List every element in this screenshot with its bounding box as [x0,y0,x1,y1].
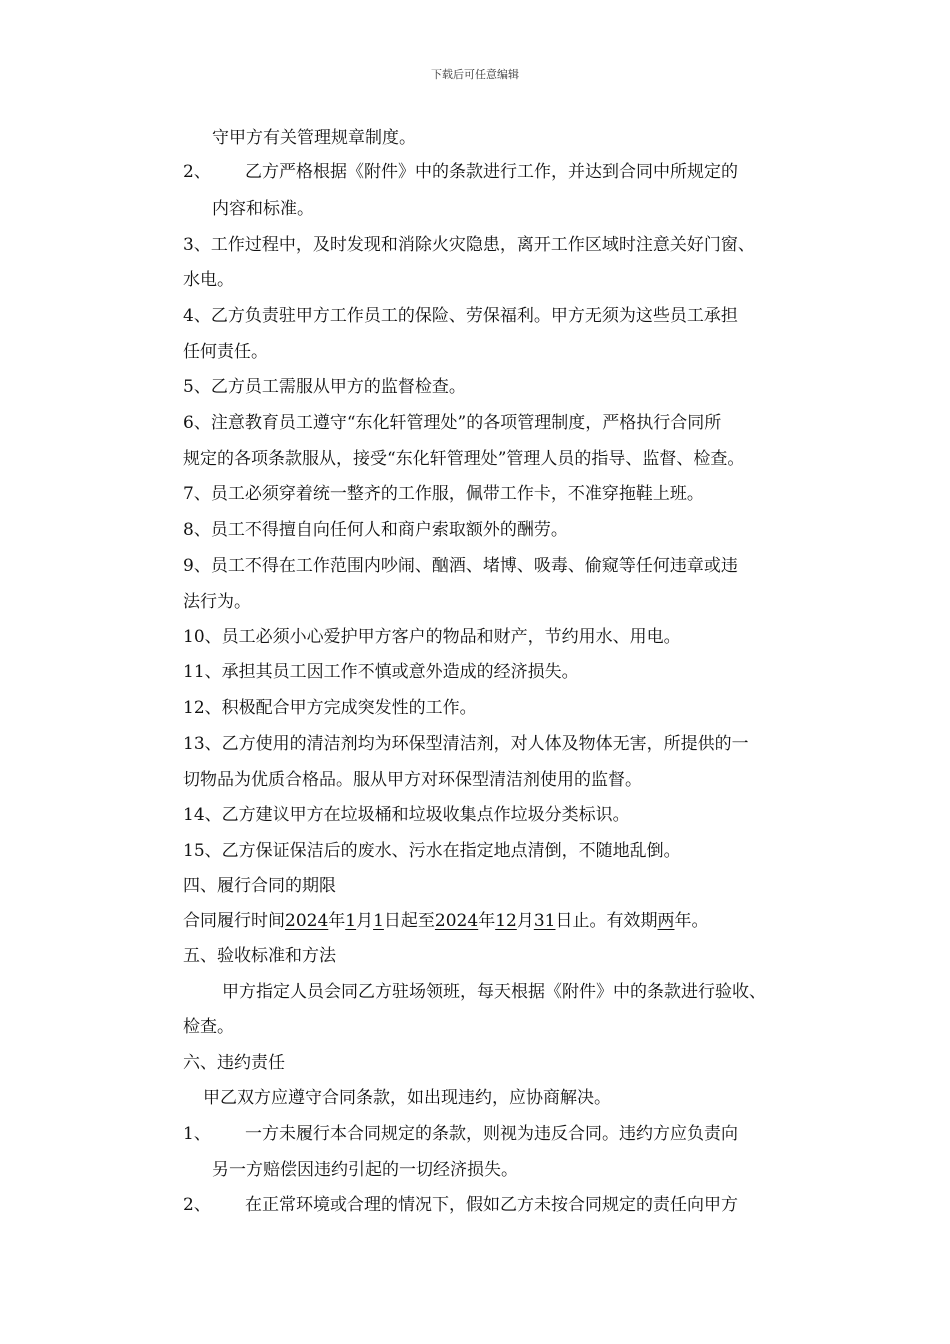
item-text: 在正常环境或合理的情况下，假如乙方未按合同规定的责任向甲方 [245,1195,738,1215]
text-line: 13、乙方使用的清洁剂均为环保型清洁剂，对人体及物体无害，所提供的一 [183,734,749,754]
term-text: 合同履行时间 [183,911,285,931]
section-heading: 四、履行合同的期限 [183,876,336,896]
term-text: 日起至 [383,911,435,931]
section-heading: 五、验收标准和方法 [183,946,336,966]
text-line: 5、乙方员工需服从甲方的监督检查。 [183,377,466,397]
text-line: 检查。 [183,1017,234,1037]
end-day: 31 [533,911,556,931]
text-line: 另一方赔偿因违约引起的一切经济损失。 [212,1160,518,1180]
start-day: 1 [373,911,384,931]
text-line: 水电。 [183,270,234,290]
end-year: 2024 [434,911,479,931]
term-text: 年 [478,911,496,931]
text-line: 法行为。 [183,592,251,612]
term-text: 月 [516,911,534,931]
contract-term-line [183,910,708,932]
term-text: 年 [328,911,346,931]
item-number: 2、 [183,162,211,182]
numbered-item-2 [183,1194,738,1216]
start-year: 2024 [285,911,329,931]
text-line: 15、乙方保证保洁后的废水、污水在指定地点清倒，不随地乱倒。 [183,841,681,861]
validity-period: 两 [657,911,675,931]
page-header-note: 下载后可任意编辑 [431,68,519,81]
end-month: 12 [495,911,517,931]
text-line: 内容和标准。 [212,199,314,219]
item-number: 2、 [183,1195,211,1215]
text-line: 4、乙方负责驻甲方工作员工的保险、劳保福利。甲方无须为这些员工承担 [183,306,738,326]
text-line: 12、积极配合甲方完成突发性的工作。 [183,698,477,718]
text-line: 9、员工不得在工作范围内吵闹、酗酒、堵博、吸毒、偷窥等任何违章或违 [183,556,738,576]
text-line: 任何责任。 [183,342,268,362]
text-line: 7、员工必须穿着统一整齐的工作服，佩带工作卡，不准穿拖鞋上班。 [183,484,704,504]
section-heading: 六、违约责任 [183,1053,285,1073]
text-line: 11、承担其员工因工作不慎或意外造成的经济损失。 [183,662,579,682]
numbered-item-1 [183,1123,738,1145]
text-line: 甲乙双方应遵守合同条款，如出现违约，应协商解决。 [203,1088,611,1108]
text-line: 3、工作过程中，及时发现和消除火灾隐患，离开工作区域时注意关好门窗、 [183,235,755,255]
text-line: 规定的各项条款服从，接受“东化轩管理处”管理人员的指导、监督、检查。 [183,449,745,469]
text-line: 6、注意教育员工遵守“东化轩管理处”的各项管理制度，严格执行合同所 [183,413,722,433]
item-text: 乙方严格根据《附件》中的条款进行工作，并达到合同中所规定的 [245,162,738,182]
text-line: 14、乙方建议甲方在垃圾桶和垃圾收集点作垃圾分类标识。 [183,805,630,825]
start-month: 1 [345,911,357,931]
text-line: 10、员工必须小心爱护甲方客户的物品和财产，节约用水、用电。 [183,627,681,647]
text-line: 切物品为优质合格品。服从甲方对环保型清洁剂使用的监督。 [183,770,642,790]
text-line: 守甲方有关管理规章制度。 [212,128,416,148]
text-line: 8、员工不得擅自向任何人和商户索取额外的酬劳。 [183,520,568,540]
numbered-item-2 [183,161,738,183]
term-text: 月 [356,911,374,931]
item-number: 1、 [183,1124,211,1144]
term-text: 年。 [674,911,709,931]
item-text: 一方未履行本合同规定的条款，则视为违反合同。违约方应负责向 [245,1124,738,1144]
text-line: 甲方指定人员会同乙方驻场领班，每天根据《附件》中的条款进行验收、 [222,982,766,1002]
term-text: 日止。有效期 [555,911,658,931]
